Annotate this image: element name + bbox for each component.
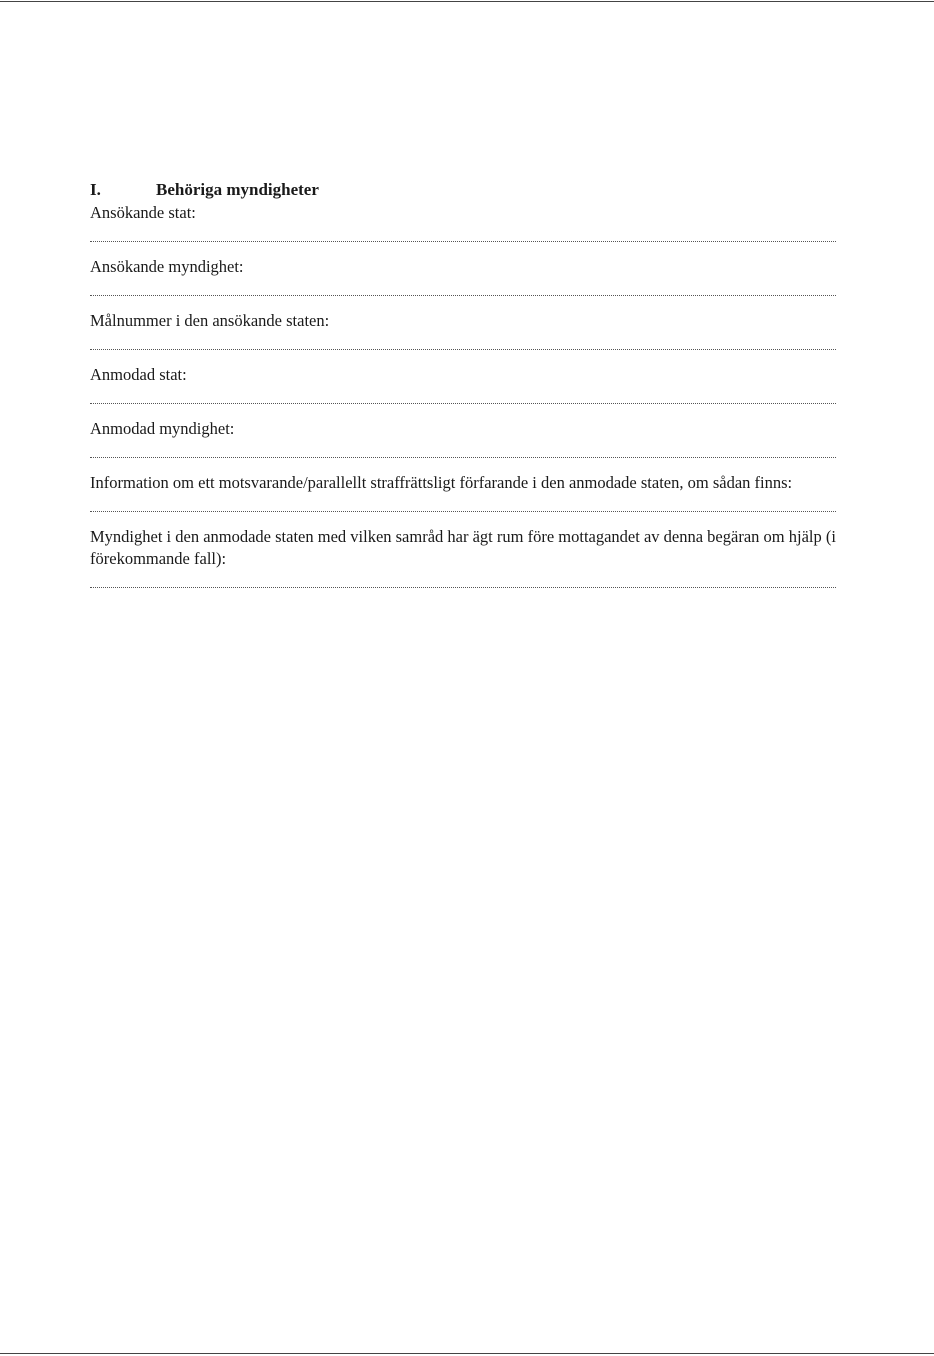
bottom-border-line [0, 1353, 934, 1354]
field-requesting-authority [90, 256, 836, 296]
section-heading [90, 178, 836, 202]
field-label: Information om ett motsvarande/parallellt straffrättsligt förfarande i den anmodade staten, om sådan finns: [90, 473, 793, 492]
field-requested-authority [90, 418, 836, 458]
requesting-authority-input-line[interactable] [90, 295, 836, 296]
field-case-number [90, 310, 836, 350]
field-requested-state [90, 364, 836, 404]
consulted-authority-input-line[interactable] [90, 587, 836, 588]
case-number-input-line[interactable] [90, 349, 836, 350]
field-requesting-state [90, 202, 836, 242]
field-consulted-authority [90, 526, 836, 588]
parallel-proceedings-input-line[interactable] [90, 511, 836, 512]
requesting-state-input-line[interactable] [90, 241, 836, 242]
field-label: Ansökande stat: [90, 203, 196, 222]
section-title: Behöriga myndigheter [156, 180, 319, 199]
requested-state-input-line[interactable] [90, 403, 836, 404]
field-parallel-proceedings [90, 472, 836, 512]
field-label: Ansökande myndighet: [90, 257, 244, 276]
section-number: I. [90, 180, 101, 199]
competent-authorities-section [90, 178, 836, 602]
requested-authority-input-line[interactable] [90, 457, 836, 458]
field-label: Anmodad myndighet: [90, 419, 235, 438]
field-label: Anmodad stat: [90, 365, 187, 384]
field-label: Myndighet i den anmodade staten med vilken samråd har ägt rum före mottagandet av denna begäran om hjälp (i förekommande fall): [90, 527, 836, 568]
top-border-line [0, 1, 934, 2]
field-label: Målnummer i den ansökande staten: [90, 311, 330, 330]
